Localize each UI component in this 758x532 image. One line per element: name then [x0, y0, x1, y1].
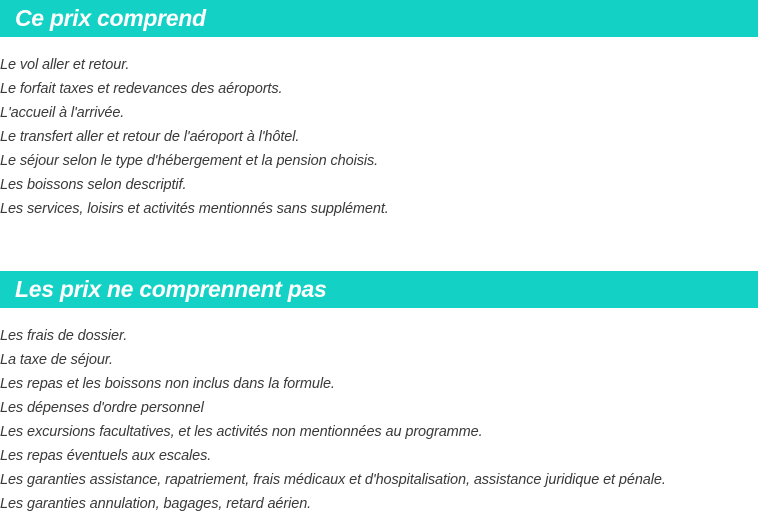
includes-item: Les services, loisirs et activités mentionnés sans supplément. — [0, 201, 389, 217]
excludes-item: Les garanties assistance, rapatriement, frais médicaux et d'hospitalisation, assistance juridique et pénale. — [0, 472, 666, 488]
includes-section-title: Ce prix comprend — [0, 0, 758, 37]
excludes-item: Les garanties annulation, bagages, retard aérien. — [0, 496, 312, 512]
excludes-item: Les frais de dossier. — [0, 328, 128, 344]
excludes-item: Les repas et les boissons non inclus dans la formule. — [0, 376, 335, 392]
excludes-item: Les dépenses d'ordre personnel — [0, 400, 204, 416]
includes-item: Le forfait taxes et redevances des aéroports. — [0, 81, 283, 97]
excludes-item: Les repas éventuels aux escales. — [0, 448, 212, 464]
excludes-list — [0, 324, 666, 516]
includes-item: Le vol aller et retour. — [0, 57, 130, 73]
excludes-section-title: Les prix ne comprennent pas — [0, 271, 758, 308]
excludes-item: La taxe de séjour. — [0, 352, 113, 368]
includes-list — [0, 53, 389, 221]
includes-item: Les boissons selon descriptif. — [0, 177, 187, 193]
includes-item: Le transfert aller et retour de l'aéroport à l'hôtel. — [0, 129, 300, 145]
excludes-item: Les excursions facultatives, et les activités non mentionnées au programme. — [0, 424, 483, 440]
includes-item: Le séjour selon le type d'hébergement et la pension choisis. — [0, 153, 379, 169]
includes-item: L'accueil à l'arrivée. — [0, 105, 125, 121]
